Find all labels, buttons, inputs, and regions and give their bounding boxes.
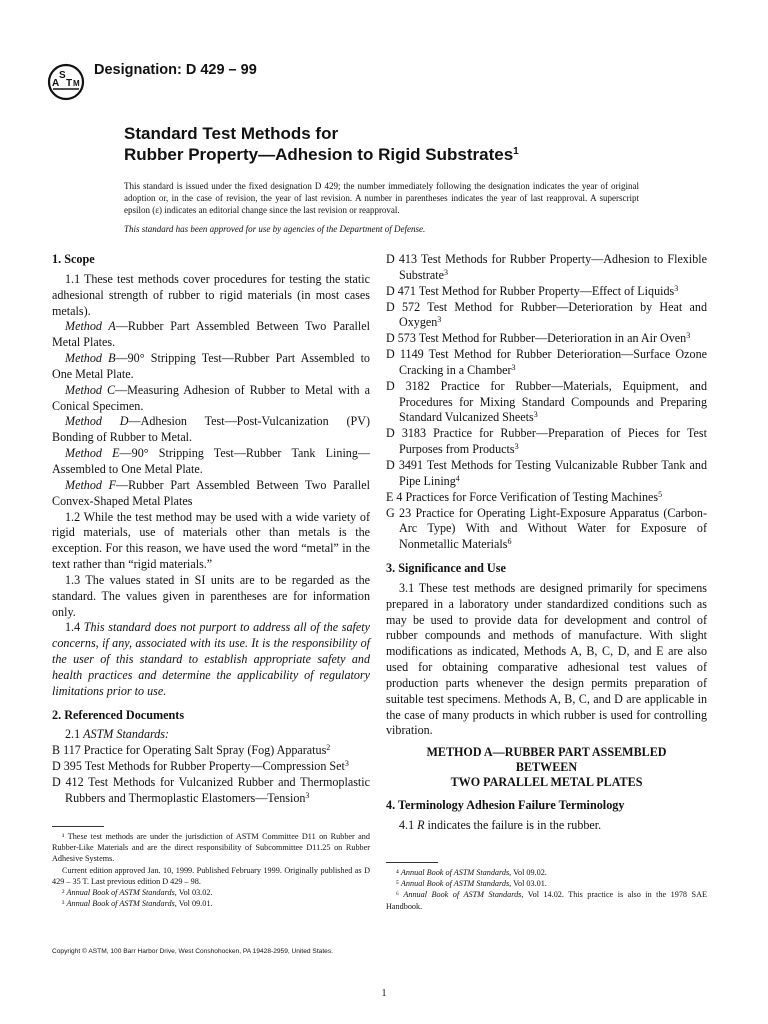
paragraph-1-4: 1.4 This standard does not purport to address all of the safety concerns, if any, associated with its use. It is the responsibility of the user of this standard to establish appropriate safety and health practices and determine the applicability of regulatory limitations prior to use. — [52, 620, 371, 698]
method-f-item: Method F—Rubber Part Assembled Between Two Parallel Convex-Shaped Metal Plates — [52, 477, 370, 508]
footnote-rule-right — [386, 862, 438, 863]
footnote-3: ³ Annual Book of ASTM Standards, Vol 09.01. — [62, 899, 213, 909]
reference-d412: D 412 Test Methods for Vulcanized Rubber and Thermoplastic Rubbers and Thermoplastic Elastomers—Tension$^3$ — [52, 775, 370, 805]
section-heading-significance: 3. Significance and Use — [386, 561, 506, 576]
footnotes-left — [52, 831, 370, 909]
paragraph-3-1: 3.1 These test methods are designed primarily for specimens prepared in a laboratory under standardized conditions such as may be used to provide data for development and control of rubber compounds and methods of manufacture. With slight modifications as indicated, Methods A, B, C, D, and E are also used for obtaining comparative adhesional test values of production parts whenever the design permits preparation of suitable test specimens. Methods A, B, C, and D are applicable in the case of many products in which rubber is used for controlling vibration. — [386, 580, 707, 738]
footnote-rule-left — [52, 826, 104, 827]
paragraph-1-3: 1.3 The values stated in SI units are to be regarded as the standard. The values given in parentheses are for information only. — [52, 572, 370, 619]
section-heading-scope: 1. Scope — [52, 252, 95, 266]
reference-d572: D 572 Test Method for Rubber—Deterioration by Heat and Oxygen$^3$ — [386, 299, 707, 330]
paragraph-2-1: 2.1 ASTM Standards: — [65, 727, 170, 742]
logo-letter-t: T — [66, 78, 73, 89]
footnote-4: ⁴ Annual Book of ASTM Standards, Vol 09.02. — [396, 868, 547, 877]
title-line-2: Rubber Property—Adhesion to Rigid Substrates$^1$ — [124, 145, 519, 164]
copyright-notice: Copyright © ASTM, 100 Barr Harbor Drive, West Conshohocken, PA 19428-2959, United States. — [52, 948, 333, 955]
paragraph-4-1: 4.1 R indicates the failure is in the rubber. — [399, 818, 602, 833]
title-footnote-mark: 1 — [513, 146, 519, 157]
reference-d573: D 573 Test Method for Rubber—Deterioration in an Air Oven$^3$ — [386, 331, 691, 346]
reference-g23: G 23 Practice for Operating Light-Exposure Apparatus (Carbon-Arc Type) With and Without Water for Exposure of Nonmetallic Materials$^6$ — [386, 505, 707, 552]
reference-d3491: D 3491 Test Methods for Testing Vulcanizable Rubber Tank and Pipe Lining$^4$ — [386, 457, 707, 488]
title-line-1: Standard Test Methods for — [124, 124, 339, 143]
reference-d471: D 471 Test Method for Rubber Property—Effect of Liquids$^3$ — [386, 283, 679, 298]
issuance-note: This standard is issued under the fixed designation D 429; the number immediately following the designation indicates the year of original adoption or, in the case of revision, the year of last revision. A number in parentheses indicates the year of last reapproval. A superscript epsilon (ε) indicates an editorial change since the last revision or reapproval. — [124, 181, 639, 215]
method-a-heading: METHOD A—RUBBER PART ASSEMBLED BETWEEN TWO PARALLEL METAL PLATES — [426, 745, 667, 790]
reference-e4: E 4 Practices for Force Verification of Testing Machines$^5$ — [386, 489, 663, 504]
reference-d1149: D 1149 Test Method for Rubber Deterioration—Surface Ozone Cracking in a Chamber$^3$ — [386, 347, 707, 377]
section-heading-terminology: 4. Terminology Adhesion Failure Terminology — [386, 798, 625, 813]
footnote-2: ² Annual Book of ASTM Standards, Vol 03.02. — [62, 888, 213, 898]
reference-d3182: D 3182 Practice for Rubber—Materials, Equipment, and Procedures for Mixing Standard Compounds and Preparing Standard Vulcanized Sheets$^3$ — [386, 378, 707, 425]
approval-note: This standard has been approved for use by agencies of the Department of Defense. — [124, 224, 426, 234]
reference-b117: B 117 Practice for Operating Salt Spray (Fog) Apparatus$^2$ — [52, 743, 331, 758]
footnote-6: ⁶ Annual Book of ASTM Standards, Vol 14.02. This practice is also in the 1978 SAE Handbook. — [386, 890, 707, 911]
designation: Designation: D 429 – 99 — [94, 62, 257, 78]
method-e-item: Method E—90° Stripping Test—Rubber Tank Lining—Assembled to One Metal Plate. — [52, 446, 370, 476]
logo-letter-m: M — [73, 79, 80, 88]
footnotes-right — [386, 867, 707, 912]
logo-letter-a: A — [52, 78, 60, 89]
astm-logo — [47, 62, 85, 102]
method-d-item: Method D—Adhesion Test—Post-Vulcanization (PV) Bonding of Rubber to Metal. — [52, 414, 371, 445]
footnote-1-continued: Current edition approved Jan. 10, 1999. Published February 1999. Originally published as D 429 – 35 T. Last previous edition D 429 – 98. — [52, 865, 370, 886]
reference-d395: D 395 Test Methods for Rubber Property—Compression Set$^3$ — [52, 759, 349, 774]
reference-d3183: D 3183 Practice for Rubber—Preparation of Pieces for Test Purposes from Products$^3$ — [386, 426, 707, 457]
method-a-item: Method A—Rubber Part Assembled Between Two Parallel Metal Plates. — [52, 319, 370, 350]
reference-d413: D 413 Test Methods for Rubber Property—Adhesion to Flexible Substrate$^3$ — [386, 252, 707, 282]
document-title — [124, 123, 519, 165]
method-b-item: Method B—90° Stripping Test—Rubber Part Assembled to One Metal Plate. — [52, 351, 370, 381]
footnote-1: ¹ These test methods are under the jurisdiction of ASTM Committee D11 on Rubber and Rubber-Like Materials and are the direct responsibility of Subcommittee D11.25 on Rubber Adhesive Systems. — [52, 832, 370, 864]
section-heading-referenced-documents: 2. Referenced Documents — [52, 707, 185, 722]
paragraph-1-1: 1.1 These test methods cover procedures for testing the static adhesional strength of rubber to rigid materials (in most cases metals). — [52, 271, 370, 318]
method-c-item: Method C—Measuring Adhesion of Rubber to Metal with a Conical Specimen. — [52, 382, 370, 413]
footnote-5: ⁵ Annual Book of ASTM Standards, Vol 03.01. — [396, 879, 547, 889]
page-number: 1 — [381, 988, 387, 999]
paragraph-1-2: 1.2 While the test method may be used with a wide variety of rigid materials, use of materials other than metals is the exception. For this reason, we have used the word “metal” in the text rather than “rigid materials.” — [52, 509, 370, 572]
logo-letter-s: S — [59, 70, 66, 81]
right-column — [386, 252, 707, 834]
left-column — [52, 252, 370, 807]
